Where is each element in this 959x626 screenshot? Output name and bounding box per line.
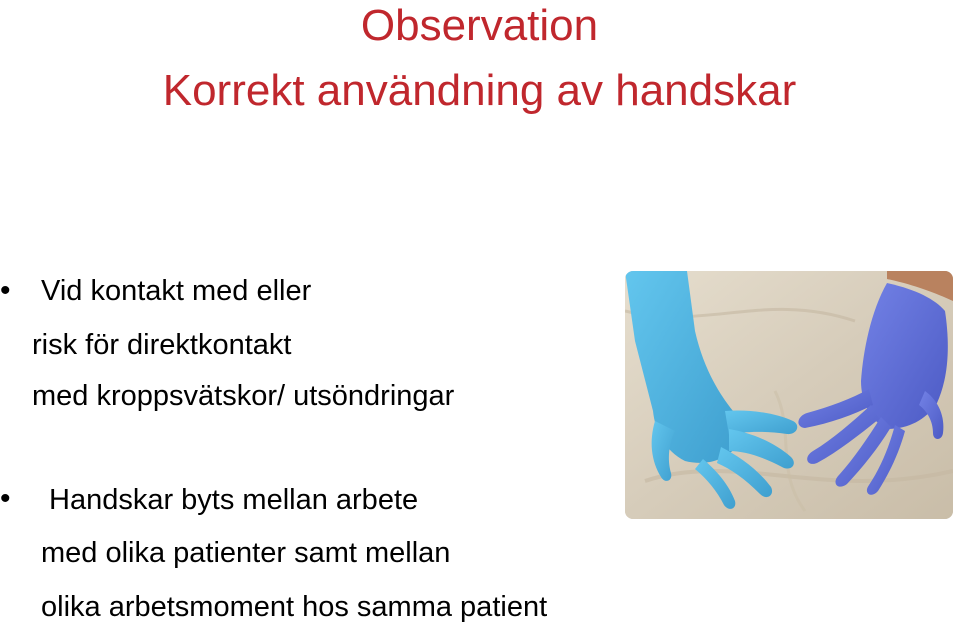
slide-title: Observation — [360, 1, 599, 50]
bullet-1-line-3: med kroppsvätskor/ utsöndringar — [32, 380, 455, 412]
gloved-hands-photo — [625, 271, 953, 519]
bullet-2-line-1: Handskar byts mellan arbete — [49, 484, 419, 516]
bullet-1-line-2: risk för direktkontakt — [32, 329, 292, 361]
bullet-marker: • — [0, 274, 11, 307]
bullet-2-line-2: med olika patienter samt mellan — [41, 537, 451, 569]
slide-subtitle: Korrekt användning av handskar — [162, 66, 797, 115]
bullet-2-line-3: olika arbetsmoment hos samma patient — [41, 591, 548, 623]
bullet-1-line-1: Vid kontakt med eller — [41, 275, 312, 307]
bullet-marker: • — [0, 482, 11, 515]
